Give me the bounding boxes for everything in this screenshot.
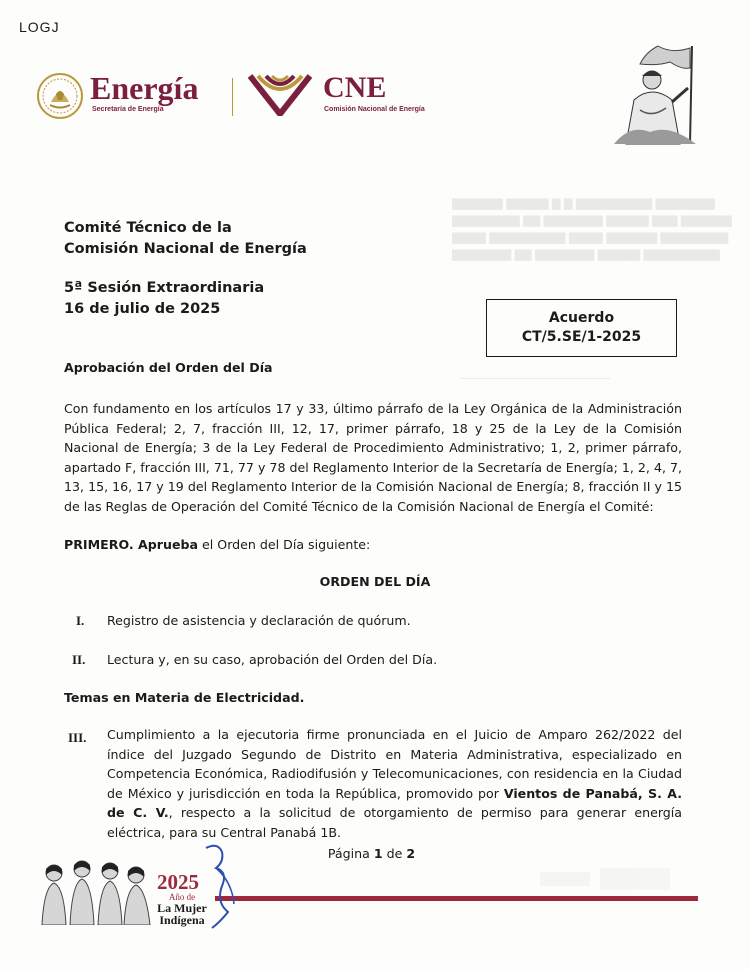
footer-slogan-line-3: Indígena bbox=[159, 913, 205, 927]
page-middle: de bbox=[382, 846, 407, 861]
agreement-code: CT/5.SE/1-2025 bbox=[521, 329, 642, 345]
agenda-item-text: Registro de asistencia y declaración de quórum. bbox=[107, 613, 411, 628]
resolution-line bbox=[64, 535, 370, 555]
cne-subtitle: Comisión Nacional de Energía bbox=[324, 106, 425, 113]
item3-text-after: , respecto a la solicitud de otorgamiento de permiso para generar energía eléctrica, para su Central Panabá 1B. bbox=[107, 805, 682, 840]
page-current: 1 bbox=[373, 846, 383, 861]
header-separator bbox=[232, 78, 233, 116]
footer-year: 2025 bbox=[157, 870, 199, 894]
committee-heading bbox=[64, 218, 307, 260]
agenda-item-number: II. bbox=[72, 652, 86, 667]
committee-line-1: Comité Técnico de la bbox=[64, 220, 232, 236]
header-logos bbox=[36, 70, 456, 120]
subject-title: Aprobación del Orden del Día bbox=[64, 360, 273, 375]
woman-flag-illustration bbox=[600, 40, 705, 145]
agenda-item-number: I. bbox=[76, 613, 85, 628]
cne-wordmark: CNE bbox=[323, 71, 387, 104]
signature-scribble bbox=[198, 842, 248, 932]
agenda-item-text: Lectura y, en su caso, aprobación del Orden del Día. bbox=[107, 652, 438, 667]
agenda-item-3-text bbox=[107, 725, 682, 843]
indigenous-women-illustration bbox=[38, 855, 153, 925]
resolution-lead: PRIMERO. Aprueba bbox=[64, 537, 199, 552]
energia-subtitle: Secretaría de Energía bbox=[92, 106, 164, 113]
agreement-box bbox=[486, 299, 677, 357]
resolution-rest: el Orden del Día siguiente: bbox=[198, 537, 371, 552]
item3-text-before: Cumplimiento a la ejecutoria firme pronunciada en el Juicio de Amparo 262/2022 del índice del Juzgado Segundo de Distrito en Materia Administrativa, especializado en Competencia Económica, Radiodifusión y Telecomunicaciones, con residencia en la Ciudad de México y jurisdicción en toda la República, promovido por bbox=[107, 727, 682, 801]
stamp-mark: LOGJ bbox=[19, 19, 60, 35]
ghost-bleedthrough: ▇▇▇▇▇▇ ▇▇▇▇▇ ▇ ▇ ▇▇▇▇▇▇▇▇▇ ▇▇▇▇▇▇▇ ▇▇▇▇▇▇▇▇ ▇▇ ▇▇▇▇▇▇▇ ▇▇▇▇▇ ▇▇▇ ▇▇▇▇▇▇ ▇▇▇▇ ▇▇▇▇▇▇▇▇▇ ▇▇▇▇ ▇▇▇▇▇▇ ▇▇▇▇▇▇▇▇ ▇▇▇▇▇▇▇ ▇▇ ▇▇▇▇▇▇▇ ▇▇▇▇▇ ▇▇▇▇▇▇▇▇▇ bbox=[452, 197, 732, 261]
committee-line-2: Comisión Nacional de Energía bbox=[64, 241, 307, 257]
legal-basis-paragraph: Con fundamento en los artículos 17 y 33, último párrafo de la Ley Orgánica de la Administración Pública Federal; 2, 7, fracción III, 12, 17, primer párrafo, 18 y 25 de la Ley de la Comisión Nacional de Energía; 3 de la Ley Federal de Procedimiento Administrativo; 1, 2, primer párrafo, apartado F, fracción III, 71, 77 y 78 del Reglamento Interior de la Secretaría de Energía; 1, 2, 4, 7, 13, 15, 16, 17 y 19 del Reglamento Interior de la Comisión Nacional de Energía; 8, fracción II y 15 de las Reglas de Operación del Comité Técnico de la Comisión Nacional de Energía el Comité: bbox=[64, 401, 682, 514]
cne-mark-icon bbox=[248, 74, 312, 116]
footer-slogan-line-2: La Mujer bbox=[157, 901, 207, 915]
session-line-2: 16 de julio de 2025 bbox=[64, 301, 221, 317]
item3-company: Vientos de Panabá, S. A. de C. V. bbox=[107, 785, 682, 821]
session-line-1: 5ª Sesión Extraordinaria bbox=[64, 280, 265, 296]
footer-slogan-line-1: Año de bbox=[168, 892, 196, 902]
ghost-signature-line bbox=[460, 378, 610, 379]
energia-wordmark: Energía bbox=[90, 70, 199, 106]
agreement-label: Acuerdo bbox=[548, 310, 615, 326]
page-total: 2 bbox=[406, 846, 416, 861]
session-heading bbox=[64, 278, 264, 320]
agenda-item-number: III. bbox=[68, 730, 87, 745]
national-seal-icon bbox=[36, 72, 84, 120]
topics-heading: Temas en Materia de Electricidad. bbox=[64, 690, 305, 705]
ghost-footer bbox=[540, 866, 700, 916]
agenda-title: ORDEN DEL DÍA bbox=[319, 574, 431, 589]
page-prefix: Página bbox=[327, 846, 374, 861]
